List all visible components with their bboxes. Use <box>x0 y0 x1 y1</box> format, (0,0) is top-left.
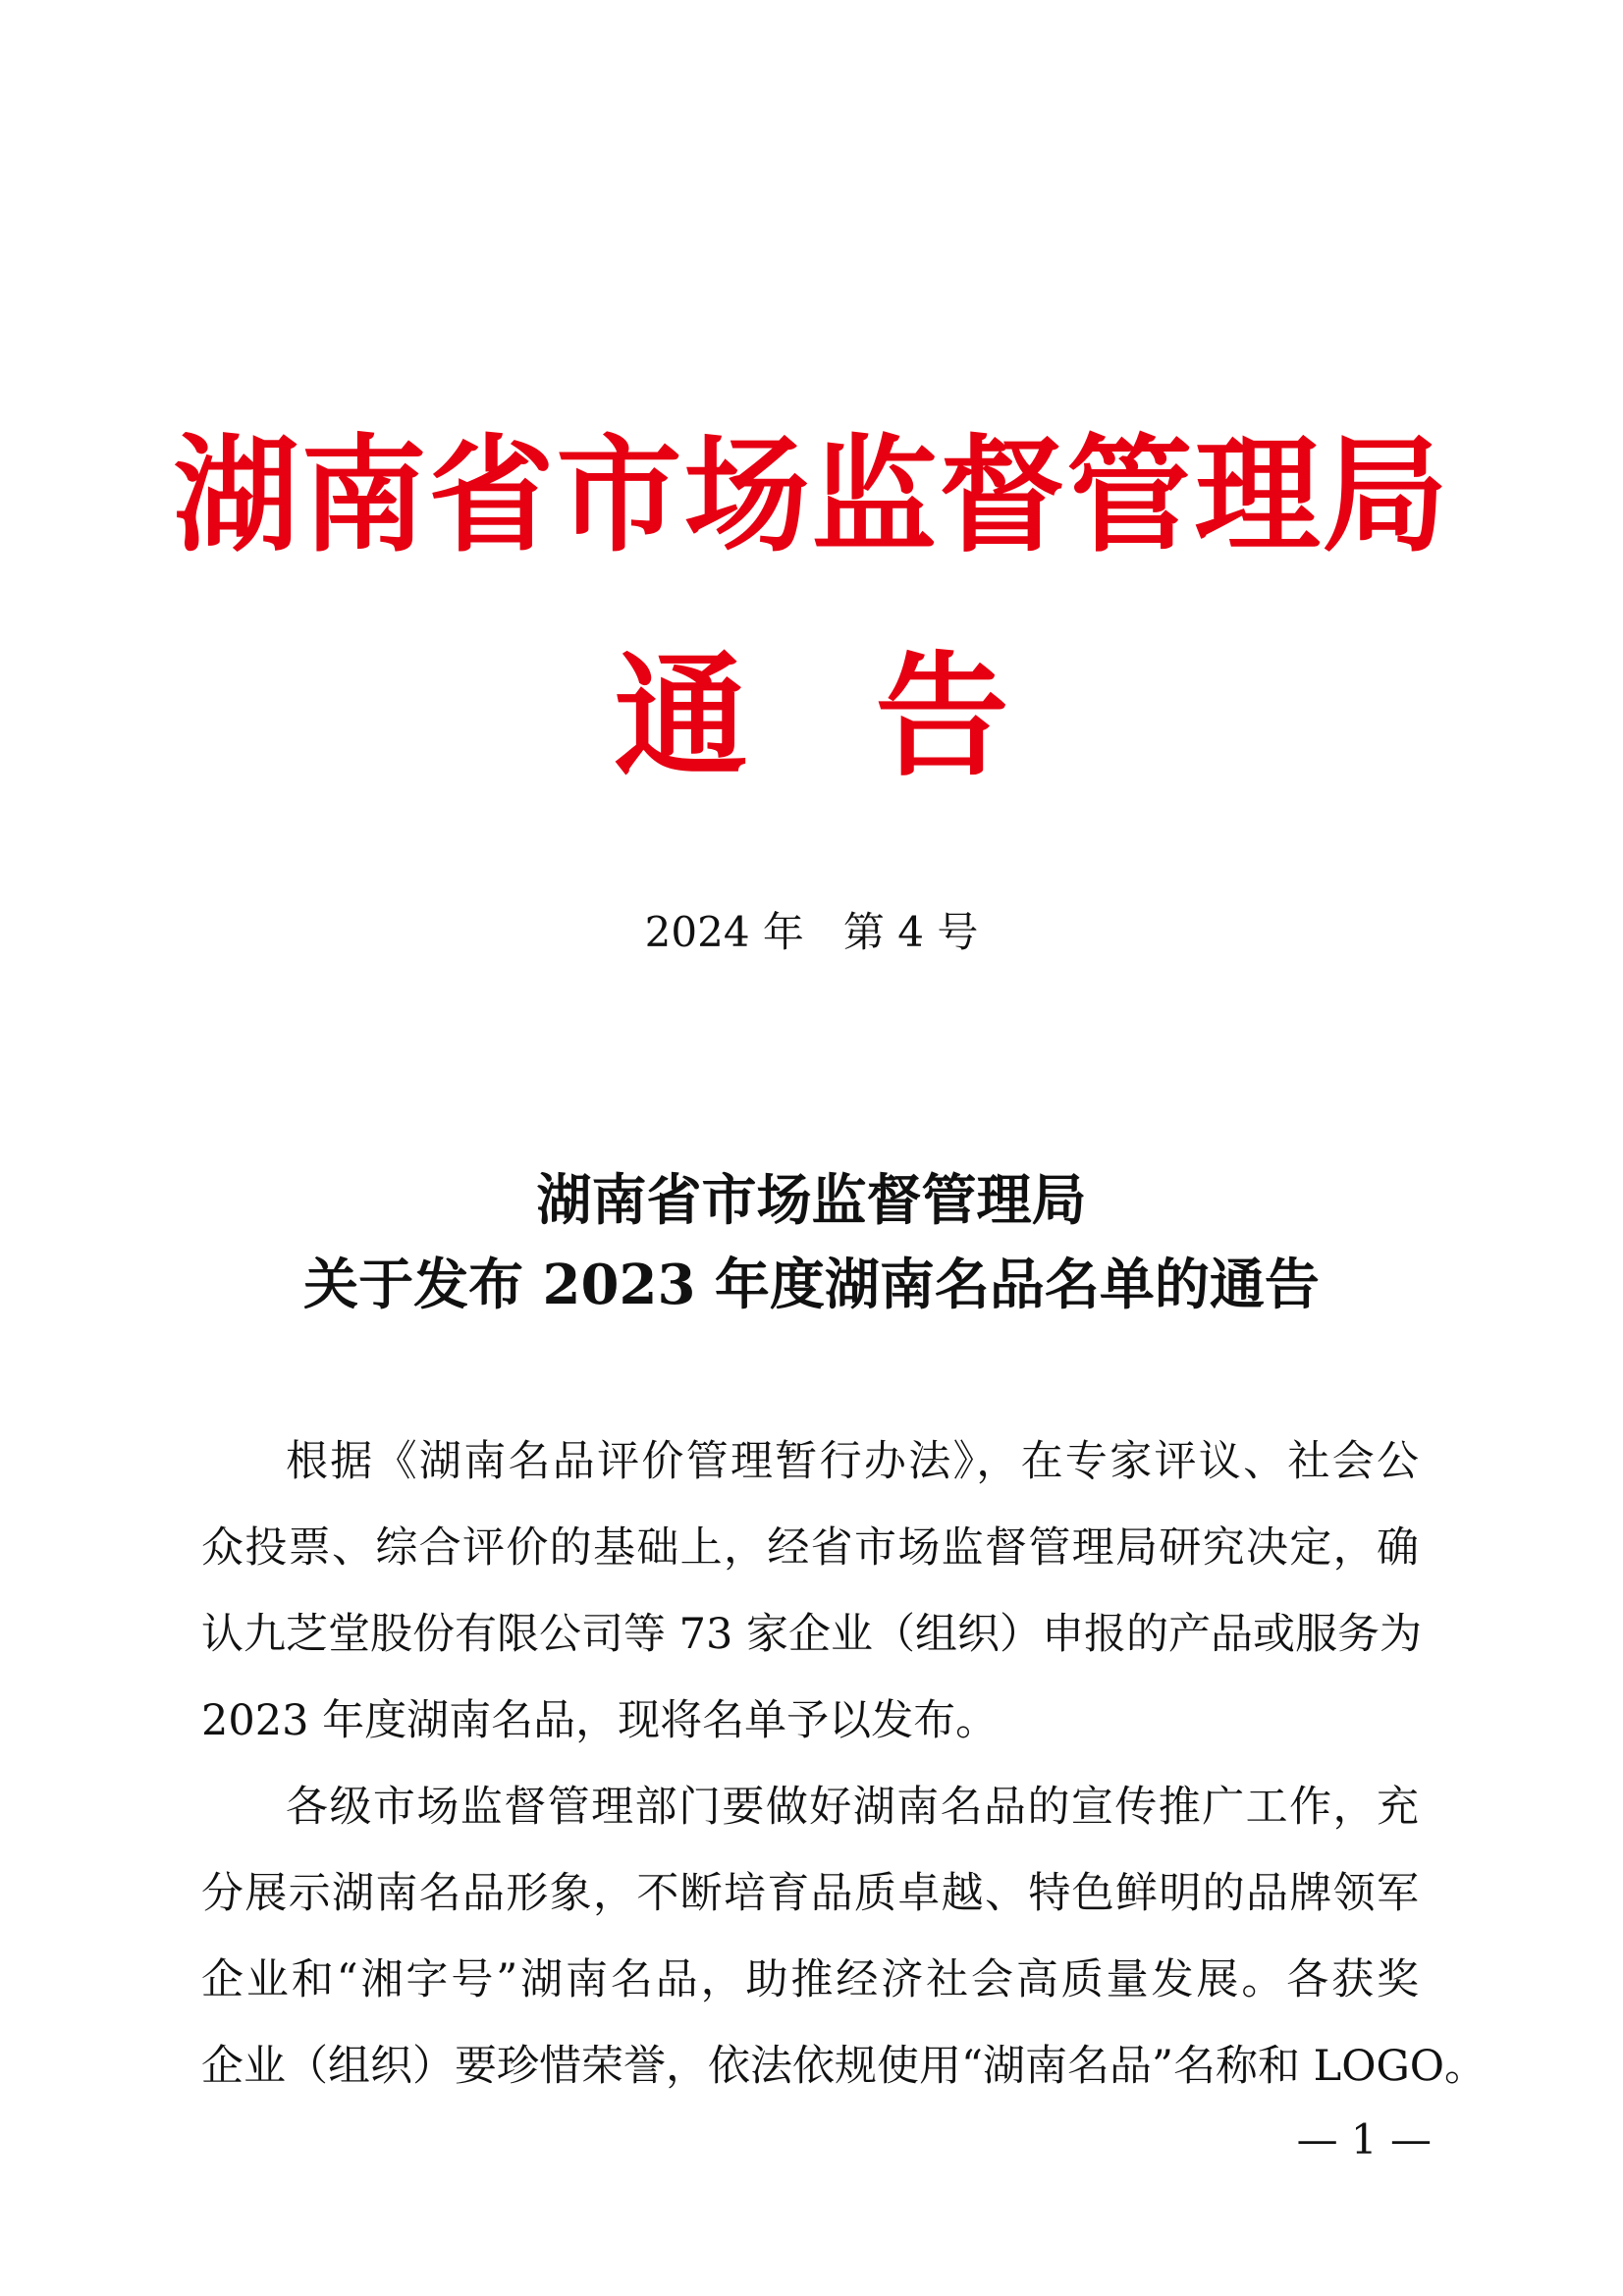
notice-title-line-2: 关于发布 2023 年度湖南名品名单的通告 <box>303 1253 1320 1317</box>
paragraph-line: 企业和“湘字号”湖南名品，助推经济社会高质量发展。各获奖 <box>201 1955 1419 2004</box>
document-type-char-1: 通 <box>614 638 748 795</box>
paragraph-line: 各级市场监督管理部门要做好湖南名品的宣传推广工作，充 <box>286 1783 1419 1832</box>
paragraph-2 <box>201 1764 1488 2109</box>
notice-body <box>201 1418 1488 2109</box>
document-type-heading <box>0 638 1623 795</box>
document-number <box>0 903 1623 962</box>
document-serial: 第 4 号 <box>842 908 979 956</box>
paragraph-line: 分展示湖南名品形象，不断培育品质卓越、特色鲜明的品牌领军 <box>201 1869 1419 1918</box>
notice-title <box>0 1158 1623 1327</box>
agency-header: 湖南省市场监督管理局 <box>173 422 1450 569</box>
paragraph-line: 2023 年度湖南名品，现将名单予以发布。 <box>201 1696 999 1745</box>
paragraph-line: 企业（组织）要珍惜荣誉，依法依规使用“湖南名品”名称和 LOGO。 <box>201 2042 1488 2091</box>
paragraph-1 <box>201 1418 1423 1764</box>
notice-title-line-1: 湖南省市场监督管理局 <box>536 1168 1087 1233</box>
document-type-char-2: 告 <box>875 638 1009 795</box>
paragraph-line: 根据《湖南名品评价管理暂行办法》，在专家评议、社会公 <box>286 1437 1419 1486</box>
paragraph-line: 众投票、综合评价的基础上，经省市场监督管理局研究决定，确 <box>201 1523 1419 1573</box>
document-year: 2024 年 <box>644 908 804 956</box>
paragraph-line: 认九芝堂股份有限公司等 73 家企业（组织）申报的产品或服务为 <box>201 1610 1423 1659</box>
page-number: — 1 — <box>1296 2115 1432 2163</box>
